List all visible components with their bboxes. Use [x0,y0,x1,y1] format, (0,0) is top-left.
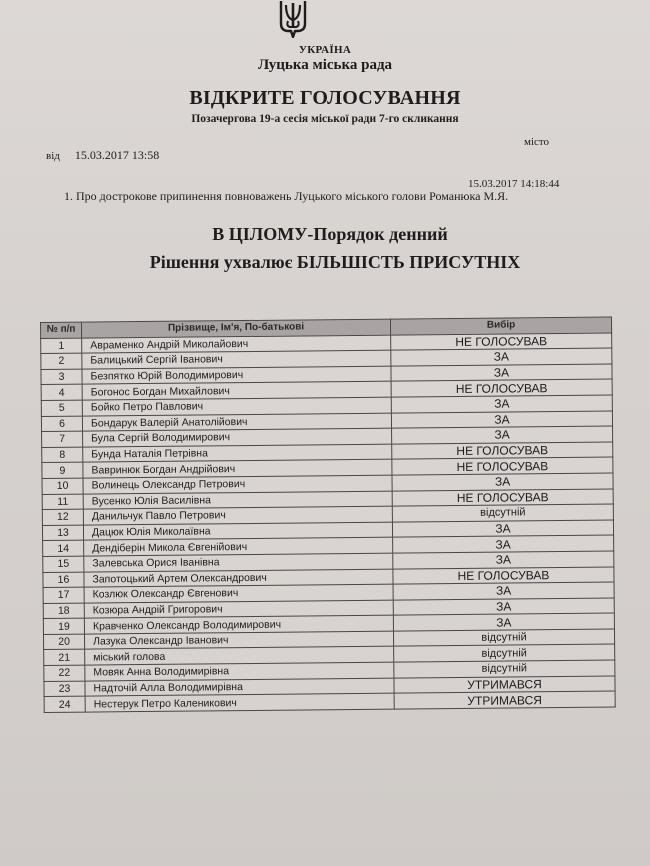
vote-choice: ЗА [391,395,612,413]
vote-choice: ЗА [391,411,612,429]
column-header-choice: Вибір [390,317,611,335]
deputy-name: Данильчук Павло Петрович [83,506,392,525]
decision-rule-heading: Рішення ухвалює БІЛЬШІСТЬ ПРИСУТНІХ [149,252,521,272]
vote-choice: ЗА [391,364,612,382]
country-label: УКРАЇНА [298,44,352,56]
deputy-name: Дацюк Юлія Миколаївна [83,522,392,541]
row-number: 17 [43,587,84,603]
row-number: 18 [43,603,84,619]
council-name: Луцька міська рада [257,57,393,73]
row-number: 8 [42,447,83,463]
row-number: 15 [43,556,84,572]
deputy-name: Балицький Сергій Іванович [82,350,391,369]
vote-choice: ЗА [393,613,614,631]
deputy-name: Запотоцький Артем Олександрович [84,569,393,588]
deputy-name: Дендіберін Микола Євгенійович [84,537,393,556]
deputy-name: Авраменко Андрій Миколайович [82,335,391,354]
deputy-name: Козюра Андрій Григорович [84,600,393,619]
row-number: 1 [41,338,82,354]
deputy-name: Надточій Алла Володимирівна [85,678,394,697]
vote-choice: НЕ ГОЛОСУВАВ [393,567,614,585]
deputy-name: Козлюк Олександр Євгенович [84,584,393,603]
session-subtitle: Позачергова 19-а сесія міської ради 7-го скликання [191,113,459,125]
vote-choice: ЗА [393,582,614,600]
deputy-name: Вавринюк Богдан Андрійович [83,459,392,478]
date-label: від [46,150,60,162]
row-number: 23 [44,681,85,697]
vote-choice: ЗА [393,598,614,616]
vote-choice: НЕ ГОЛОСУВАВ [392,489,613,507]
row-number: 24 [44,696,85,712]
vote-choice: УТРИМАВСЯ [394,676,615,694]
column-header-number: № п/п [41,322,82,338]
row-number: 6 [41,416,82,432]
row-number: 2 [41,353,82,369]
vote-choice: ЗА [393,551,614,569]
deputy-name: Залевська Орися Іванівна [84,553,393,572]
row-number: 20 [43,634,84,650]
vote-choice: НЕ ГОЛОСУВАВ [392,457,613,475]
row-number: 16 [43,572,84,588]
vote-scope-heading: В ЦІЛОМУ-Порядок денний [212,224,448,244]
row-number: 4 [41,384,82,400]
deputy-name: Була Сергій Володимирович [83,428,392,447]
row-number: 3 [41,369,82,385]
vote-choice: ЗА [392,426,613,444]
deputy-name: Лазука Олександр Іванович [84,631,393,650]
deputy-name: Вусенко Юлія Василівна [83,491,392,510]
trident-coat-of-arms-icon [278,0,308,38]
row-number: 12 [42,509,83,525]
column-header-name: Прізвище, Ім'я, По-батькові [82,319,391,338]
city-label: місто [524,136,550,148]
date-value: 15.03.2017 13:58 [74,148,160,162]
deputy-name: Нестерук Петро Каленикович [85,693,394,712]
vote-choice: НЕ ГОЛОСУВАВ [392,442,613,460]
row-number: 9 [42,462,83,478]
row-number: 10 [42,478,83,494]
row-number: 21 [44,650,85,666]
vote-choice: відсутній [392,504,613,522]
voting-results-table [40,317,616,713]
deputy-name: Бойко Петро Павлович [82,397,391,416]
row-number: 11 [42,494,83,510]
date-line [46,148,159,163]
deputy-name: Мовяк Анна Володимирівна [85,662,394,681]
agenda-item: 1. Про дострокове припинення повноважень Луцького міського голови Романюка М.Я. [64,189,509,203]
row-number: 5 [41,400,82,416]
vote-choice: НЕ ГОЛОСУВАВ [391,379,612,397]
vote-choice: НЕ ГОЛОСУВАВ [391,333,612,351]
vote-choice: відсутній [393,629,614,647]
row-number: 19 [43,618,84,634]
vote-choice: відсутній [394,644,615,662]
deputy-name: міський голова [85,647,394,666]
vote-choice: відсутній [394,660,615,678]
row-number: 13 [42,525,83,541]
vote-choice: ЗА [393,535,614,553]
deputy-name: Бондарук Валерій Анатолійович [82,413,391,432]
deputy-name: Волинець Олександр Петрович [83,475,392,494]
deputy-name: Кравченко Олександр Володимирович [84,615,393,634]
deputy-name: Богонос Богдан Михайлович [82,382,391,401]
row-number: 7 [42,431,83,447]
print-timestamp: 15.03.2017 14:18:44 [468,178,560,190]
row-number: 22 [44,665,85,681]
vote-choice: УТРИМАВСЯ [394,691,615,709]
vote-choice: ЗА [391,348,612,366]
vote-choice: ЗА [392,473,613,491]
document-title: ВІДКРИТЕ ГОЛОСУВАННЯ [189,87,461,109]
vote-choice: ЗА [392,520,613,538]
row-number: 14 [43,540,84,556]
deputy-name: Бунда Наталія Петрівна [83,444,392,463]
deputy-name: Безпятко Юрій Володимирович [82,366,391,385]
